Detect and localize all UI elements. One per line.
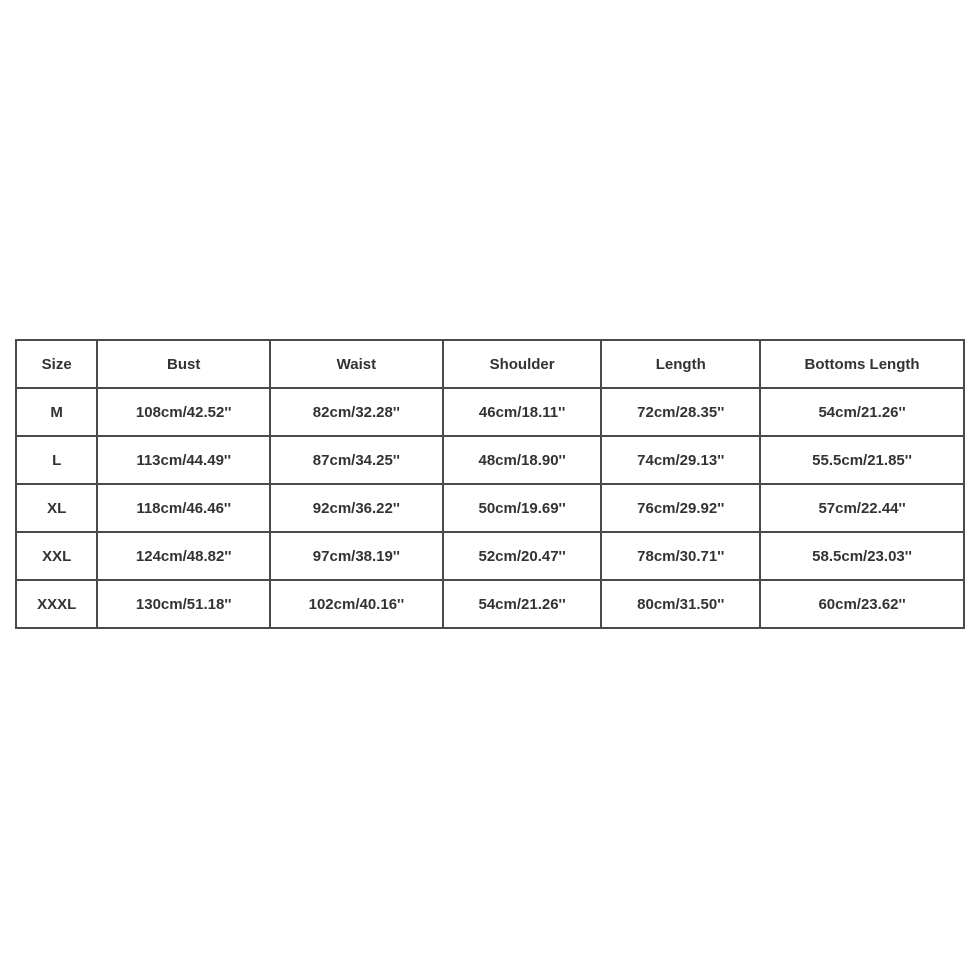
table-row bbox=[16, 436, 964, 484]
cell-shoulder: 52cm/20.47'' bbox=[443, 532, 602, 580]
cell-size: XXXL bbox=[16, 580, 97, 628]
cell-size: L bbox=[16, 436, 97, 484]
cell-length: 74cm/29.13'' bbox=[601, 436, 760, 484]
cell-size: XXL bbox=[16, 532, 97, 580]
cell-size: M bbox=[16, 388, 97, 436]
cell-bust: 113cm/44.49'' bbox=[97, 436, 270, 484]
cell-bottoms-length: 54cm/21.26'' bbox=[760, 388, 964, 436]
cell-waist: 97cm/38.19'' bbox=[270, 532, 443, 580]
cell-waist: 92cm/36.22'' bbox=[270, 484, 443, 532]
cell-bottoms-length: 58.5cm/23.03'' bbox=[760, 532, 964, 580]
table-row bbox=[16, 484, 964, 532]
cell-length: 76cm/29.92'' bbox=[601, 484, 760, 532]
cell-shoulder: 46cm/18.11'' bbox=[443, 388, 602, 436]
table-header-row bbox=[16, 340, 964, 388]
header-bottoms-length: Bottoms Length bbox=[760, 340, 964, 388]
cell-shoulder: 50cm/19.69'' bbox=[443, 484, 602, 532]
cell-bottoms-length: 55.5cm/21.85'' bbox=[760, 436, 964, 484]
header-size: Size bbox=[16, 340, 97, 388]
cell-bust: 118cm/46.46'' bbox=[97, 484, 270, 532]
cell-bottoms-length: 57cm/22.44'' bbox=[760, 484, 964, 532]
header-length: Length bbox=[601, 340, 760, 388]
cell-length: 78cm/30.71'' bbox=[601, 532, 760, 580]
cell-bust: 130cm/51.18'' bbox=[97, 580, 270, 628]
cell-waist: 102cm/40.16'' bbox=[270, 580, 443, 628]
table-row bbox=[16, 580, 964, 628]
header-bust: Bust bbox=[97, 340, 270, 388]
cell-length: 80cm/31.50'' bbox=[601, 580, 760, 628]
header-shoulder: Shoulder bbox=[443, 340, 602, 388]
cell-waist: 87cm/34.25'' bbox=[270, 436, 443, 484]
cell-waist: 82cm/32.28'' bbox=[270, 388, 443, 436]
size-chart-table bbox=[15, 339, 965, 629]
cell-bottoms-length: 60cm/23.62'' bbox=[760, 580, 964, 628]
cell-length: 72cm/28.35'' bbox=[601, 388, 760, 436]
cell-size: XL bbox=[16, 484, 97, 532]
header-waist: Waist bbox=[270, 340, 443, 388]
cell-shoulder: 54cm/21.26'' bbox=[443, 580, 602, 628]
cell-shoulder: 48cm/18.90'' bbox=[443, 436, 602, 484]
table-row bbox=[16, 388, 964, 436]
cell-bust: 124cm/48.82'' bbox=[97, 532, 270, 580]
table-row bbox=[16, 532, 964, 580]
cell-bust: 108cm/42.52'' bbox=[97, 388, 270, 436]
